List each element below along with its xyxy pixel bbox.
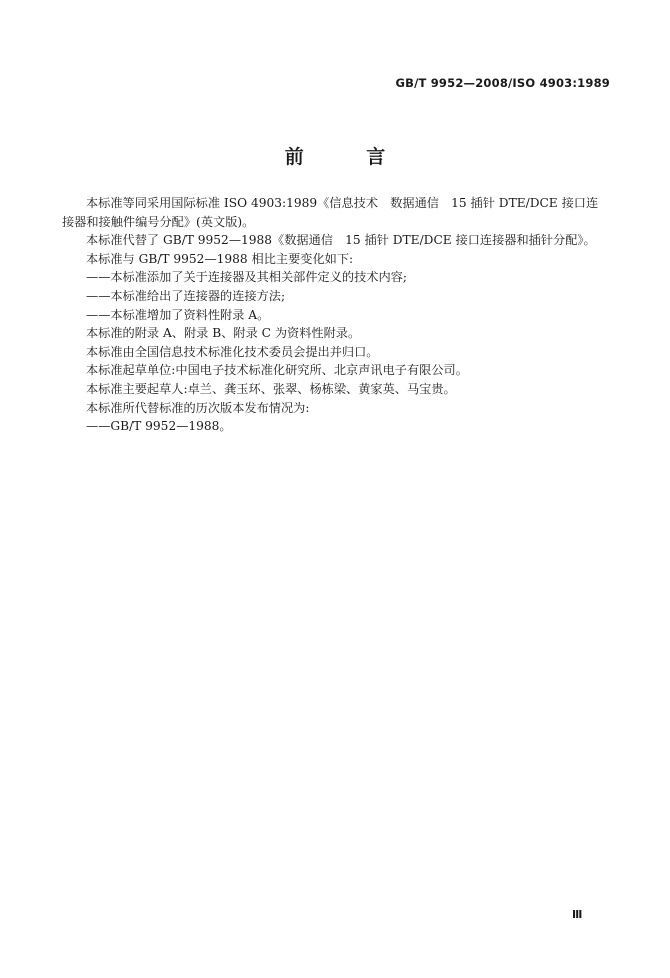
foreword-body: [62, 194, 610, 436]
standard-code: GB/T 9952—2008/ISO 4903:1989: [395, 76, 610, 90]
change-item-3: ——本标准增加了资料性附录 A。: [86, 307, 270, 322]
paragraph-proposer: 本标准由全国信息技术标准化技术委员会提出并归口。: [86, 344, 379, 359]
paragraph-annexes: 本标准的附录 A、附录 B、附录 C 为资料性附录。: [86, 326, 361, 341]
history-item-1: ——GB/T 9952—1988。: [86, 419, 232, 434]
page-number: Ⅲ: [572, 908, 583, 921]
paragraph-changes-intro: 本标准与 GB/T 9952—1988 相比主要变化如下:: [86, 251, 354, 266]
change-item-2: ——本标准给出了连接器的连接方法;: [86, 288, 286, 303]
paragraph-drafting-units: 本标准起草单位:中国电子技术标准化研究所、北京声讯电子有限公司。: [86, 363, 468, 378]
paragraph-drafters: 本标准主要起草人:卓兰、龚玉环、张翠、杨栋梁、黄家英、马宝贵。: [86, 381, 456, 396]
paragraph-history-intro: 本标准所代替标准的历次版本发布情况为:: [86, 400, 310, 415]
page-title: 前 言: [284, 146, 414, 168]
paragraph-adoption: 本标准等同采用国际标准 ISO 4903:1989《信息技术 数据通信 15 插针 DTE/DCE 接口连接器和接触件编号分配》(英文版)。: [62, 196, 599, 229]
change-item-1: ——本标准添加了关于连接器及其相关部件定义的技术内容;: [86, 270, 407, 285]
paragraph-replaces: 本标准代替了 GB/T 9952—1988《数据通信 15 插针 DTE/DCE 接口连接器和插针分配》。: [86, 233, 596, 248]
